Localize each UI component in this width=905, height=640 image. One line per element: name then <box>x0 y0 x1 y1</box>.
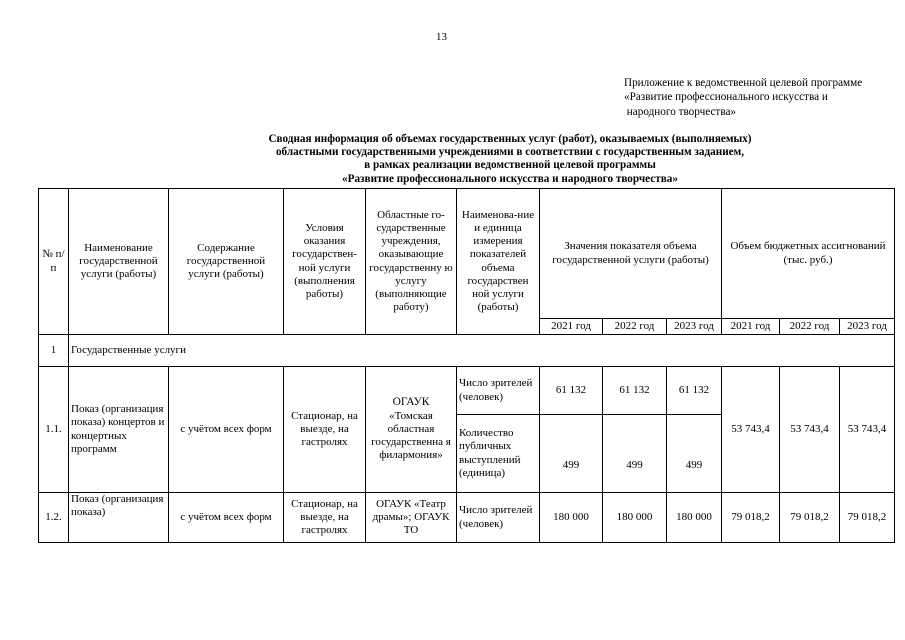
budget-cell: 79 018,2 <box>722 493 780 543</box>
row-num: 1.2. <box>39 493 69 543</box>
budget-cell: 53 743,4 <box>722 367 780 493</box>
value-cell: 180 000 <box>603 493 667 543</box>
year-cell: 2022 год <box>780 319 840 335</box>
appendix-line: Приложение к ведомственной целевой программе <box>624 77 863 89</box>
table-row <box>39 493 895 543</box>
row-num: 1.1. <box>39 367 69 493</box>
header-budget-group: Объем бюджетных ассигнований (тыс. руб.) <box>722 189 895 319</box>
appendix-line: «Развитие профессионального искусства и <box>624 91 828 104</box>
conditions-cell: Стационар, на выезде, на гастролях <box>284 367 366 493</box>
section-num: 1 <box>39 335 69 367</box>
value-cell: 61 132 <box>667 367 722 415</box>
indicator-cell: Количество публичных выступлений (единица) <box>457 415 540 493</box>
year-cell: 2021 год <box>540 319 603 335</box>
indicator-cell: Число зрителей (человек) <box>457 493 540 543</box>
document-title <box>220 133 800 186</box>
service-content-cell: с учётом всех форм <box>169 493 284 543</box>
budget-cell: 79 018,2 <box>780 493 840 543</box>
page-number: 13 <box>436 31 447 43</box>
title-line: Сводная информация об объемах государственных услуг (работ), оказываемых (выполняемых) <box>268 133 752 145</box>
value-cell: 499 <box>603 415 667 493</box>
value-cell: 180 000 <box>667 493 722 543</box>
appendix-note <box>624 76 862 119</box>
header-indicator: Наименова-ние и единица измерения показателей объема государствен ной услуги (работы) <box>457 189 540 335</box>
section-row <box>39 335 895 367</box>
service-content-cell: с учётом всех форм <box>169 367 284 493</box>
institution-name: «Томская областная государственна я филармония» <box>371 409 451 462</box>
value-cell: 499 <box>540 415 603 493</box>
year-cell: 2023 год <box>667 319 722 335</box>
section-label: Государственные услуги <box>69 335 895 367</box>
budget-cell: 79 018,2 <box>840 493 895 543</box>
service-name-cell: Показ (организация показа) <box>69 493 169 543</box>
value-cell: 499 <box>667 415 722 493</box>
conditions-cell: Стационар, на выезде, на гастролях <box>284 493 366 543</box>
year-cell: 2022 год <box>603 319 667 335</box>
appendix-line: народного творчества» <box>624 105 737 118</box>
budget-cell: 53 743,4 <box>780 367 840 493</box>
institution-cell: ОГАУК «Театр драмы»; ОГАУК ТО <box>366 493 457 543</box>
table-row <box>39 367 895 415</box>
value-cell: 61 132 <box>540 367 603 415</box>
services-table <box>38 188 895 543</box>
header-num: № п/п <box>39 189 69 335</box>
header-conditions: Условия оказания государствен-ной услуги (выполнения работы) <box>284 189 366 335</box>
year-cell: 2021 год <box>722 319 780 335</box>
title-line: «Развитие профессионального искусства и народного творчества» <box>342 172 678 185</box>
indicator-cell: Число зрителей (человек) <box>457 367 540 415</box>
title-line: областными государственными учреждениями в соответствии с государственным заданием, <box>275 146 745 159</box>
institution-cell <box>366 367 457 493</box>
budget-cell: 53 743,4 <box>840 367 895 493</box>
value-cell: 61 132 <box>603 367 667 415</box>
year-cell: 2023 год <box>840 319 895 335</box>
header-service-name: Наименование государственной услуги (работы) <box>69 189 169 335</box>
value-cell: 180 000 <box>540 493 603 543</box>
header-row <box>39 189 895 319</box>
header-service-content: Содержание государственной услуги (работы) <box>169 189 284 335</box>
service-name-cell: Показ (организация показа) концертов и концертных программ <box>69 367 169 493</box>
header-institutions: Областные го-сударственные учреждения, оказывающие государственну ю услугу (выполняющие работу) <box>366 189 457 335</box>
institution-abbr: ОГАУК <box>392 396 430 409</box>
title-line: в рамках реализации ведомственной целевой программы <box>364 159 656 172</box>
header-values-group: Значения показателя объема государственной услуги (работы) <box>540 189 722 319</box>
